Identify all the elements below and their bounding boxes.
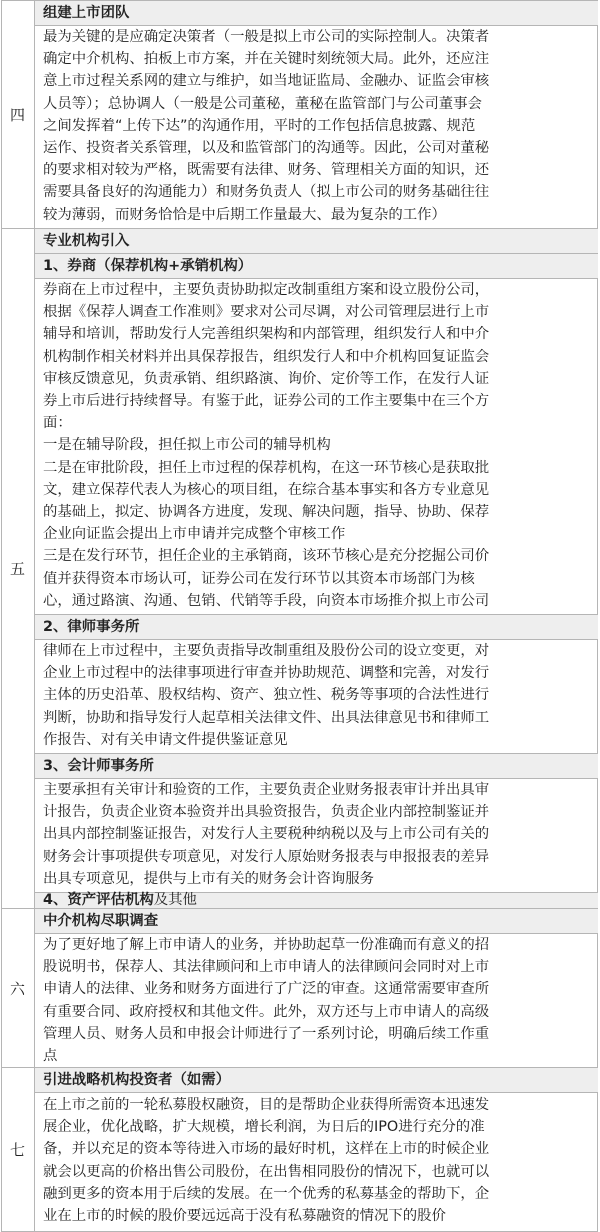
body-line: 一是在辅导阶段，担任拟上市公司的辅导机构 [43, 437, 331, 454]
section-row-7 [1, 1068, 598, 1231]
body-line: 的基础上，拟定、协调各方进度，发现、解决问题，指导、协助、保荐 [43, 504, 490, 521]
body-line: 运作、投资者关系管理，以及和监管部门的沟通等。因此，公司对董秘 [43, 140, 490, 157]
subsection-body [35, 779, 598, 890]
body-line: 财务会计事项提供专项意见，对发行人原始财务报表与申报报表的差异 [43, 848, 490, 865]
section-title: 专业机构引入 [35, 229, 598, 253]
section-body [35, 1094, 598, 1227]
subsection-body [35, 640, 598, 751]
body-line: 文，建立保荐代表人为核心的项目组，在综合基本事实和各方专业意见 [43, 481, 490, 498]
body-line: 较为薄弱，而财务恰恰是中后期工作量最大、最为复杂的工作） [43, 206, 446, 223]
body-line: 二是在审批阶段，担任上市过程的保荐机构，在这一环节核心是获取批 [43, 459, 490, 476]
body-line: 在上市之前的一轮私募股权融资，目的是帮助企业获得所需资本迅速发 [43, 1097, 490, 1113]
subsection-body [35, 279, 598, 612]
body-line: 律师在上市过程中，主要负责指导改制重组及股份公司的设立变更，对 [43, 643, 490, 659]
section-row-6 [1, 909, 598, 1067]
body-line: 备，并以充足的资本等待进入市场的最好时机，这样在上市的时候企业 [43, 1141, 490, 1158]
body-line: 之间发挥着“上传下达”的沟通作用，平时的工作包括信息披露、规范 [43, 117, 476, 134]
body-line: 需要具备良好的沟通能力）和财务负责人（拟上市公司的财务基础往往 [43, 184, 490, 201]
body-line: 有重要合同、政府授权和其他文件。此外，双方还与上市申请人的高级 [43, 1003, 490, 1020]
body-line: 意上市过程关系网的建立与维护，如当地证监局、金融办、证监会审核 [43, 73, 490, 90]
body-line: 面： [43, 415, 72, 432]
section-row-5 [1, 229, 598, 908]
section-number: 六 [1, 909, 35, 1067]
subsection-heading-tail: 及其他 [153, 892, 197, 908]
body-line: 审核反馈意见，负责承销、组织路演、询价、定价等工作，在发行人证 [43, 370, 490, 387]
body-line: 管理人员、财务人员和申报会计师进行了一系列讨论，明确后续工作重 [43, 1025, 490, 1042]
body-line: 判断，协助和指导发行人起草相关法律文件、出具法律意见书和律师工 [43, 709, 490, 726]
body-line: 就会以更高的价格出售公司股份，在出售相同股份的情况下，也就可以 [43, 1163, 490, 1180]
body-line: 股说明书，保荐人、其法律顾问和上市申请人的法律顾问会同时对上市 [43, 959, 490, 976]
body-line: 机构制作相关材料并出具保荐报告，组织发行人和中介机构回复证监会 [43, 348, 490, 365]
body-line: 作报告、对有关申请文件提供鉴证意见 [43, 731, 288, 748]
body-line: 展企业，优化战略，扩大规模，增长利润，为日后的IPO进行充分的准 [43, 1119, 485, 1136]
subsection-heading: 3、会计师事务所 [35, 754, 598, 778]
divider [35, 1092, 598, 1093]
body-line: 融到更多的资本用于后续的发展。在一个优秀的私募基金的帮助下，企 [43, 1185, 490, 1202]
body-line: 心，通过路演、沟通、包销、代销等手段，向资本市场推介拟上市公司 [43, 592, 490, 609]
body-line: 企业向证监会提出上市申请并完成整个审核工作 [43, 526, 346, 543]
subsection-heading-text: 4、资产评估机构 [43, 892, 154, 908]
body-line: 确定中介机构、拍板上市方案，并在关键时刻统领大局。此外，还应注 [43, 51, 490, 68]
section-title: 引进战略机构投资者（如需） [35, 1068, 598, 1092]
body-line: 企业上市过程中的法律事项进行审查并协助规范、调整和完善，对发行 [43, 665, 490, 682]
body-line: 值并获得资本市场认可，证券公司在发行环节以其资本市场部门为核 [43, 570, 475, 587]
section-number: 七 [1, 1068, 35, 1231]
section-body [35, 26, 598, 226]
body-line: 业在上市的时候的股价要远远高于没有私募融资的情况下的股价 [43, 1208, 446, 1225]
body-line: 申请人的法律、业务和财务方面进行了广泛的审查。这通常需要审查所 [43, 981, 490, 998]
body-line: 出具专项意见，提供与上市有关的财务会计咨询服务 [43, 870, 374, 887]
body-line: 出具内部控制鉴证报告，对发行人主要税种纳税以及与上市公司有关的 [43, 826, 490, 843]
body-line: 人员等）；总协调人（一般是公司董秘，董秘在监管部门与公司董事会 [43, 95, 482, 112]
body-line: 主体的历史沿革、股权结构、资产、独立性、税务等事项的合法性进行 [43, 687, 490, 704]
section-title: 组建上市团队 [35, 1, 598, 25]
subsection-heading: 1、券商（保荐机构+承销机构） [35, 254, 598, 278]
section-title: 中介机构尽职调查 [35, 909, 598, 933]
body-line: 最为关键的是应确定决策者（一般是拟上市公司的实际控制人。决策者 [43, 29, 490, 45]
body-line: 计报告，负责企业资本验资并出具验资报告，负责企业内部控制鉴证并 [43, 804, 490, 821]
subsection-heading: 2、律师事务所 [35, 615, 598, 639]
body-line: 点 [43, 1048, 58, 1065]
section-number: 五 [1, 229, 35, 908]
section-number: 四 [1, 0, 35, 228]
body-line: 券上市后进行持续督导。有鉴于此，证券公司的工作主要集中在三个方 [43, 393, 490, 410]
body-line: 主要承担有关审计和验资的工作，主要负责企业财务报表审计并出具审 [43, 782, 490, 798]
body-line: 根据《保荐人调查工作准则》要求对公司尽调，对公司管理层进行上市 [43, 304, 490, 321]
section-body [35, 934, 598, 1067]
body-line: 辅导和培训，帮助发行人完善组织架构和内部管理，组织发行人和中介 [43, 326, 490, 343]
body-line: 的要求相对较为严格，既需要有法律、财务、管理相关方面的知识，还 [43, 162, 490, 179]
section-row-4 [1, 0, 598, 228]
body-line: 为了更好地了解上市申请人的业务，并协助起草一份准确而有意义的招 [43, 937, 490, 953]
body-line: 券商在上市过程中，主要负责协助拟定改制重组方案和设立股份公司， [43, 282, 490, 298]
subsection-heading [35, 893, 598, 908]
body-line: 三是在发行环节，担任企业的主承销商，该环节核心是充分挖掘公司价 [43, 548, 490, 565]
